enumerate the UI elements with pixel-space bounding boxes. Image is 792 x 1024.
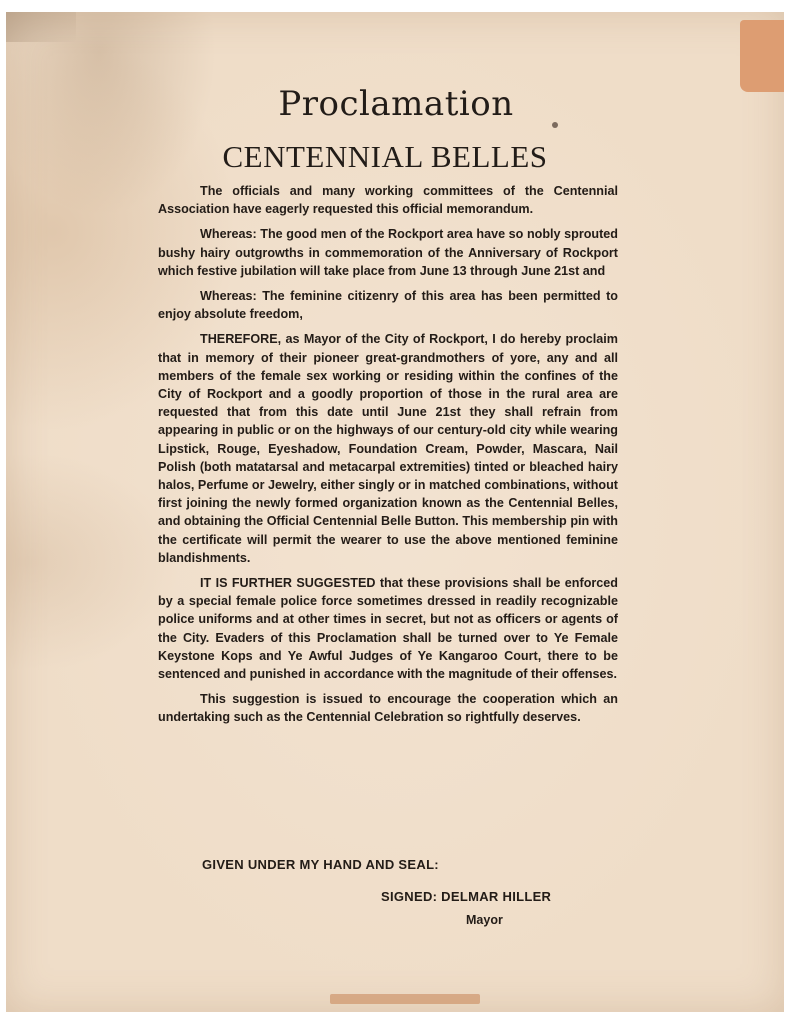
paragraph-intro: The officials and many working committees of the Centennial Association have eagerly requested this official memorandum. [158,184,618,217]
paragraph-further-suggested: IT IS FURTHER SUGGESTED that these provisions shall be enforced by a special female police force sometimes dressed in readily recognizable police uniforms and at other times in secret, but not as officers or agents of the City. Evaders of this Proclamation shall be turned over to Ye Female Keystone Kops and Ye Awful Judges of Ye Kangaroo Court, there to be sentenced and punished in accordance with the magnitude of their offenses. [158,576,618,682]
signer-title: Mayor [466,913,503,927]
paper-stain-bottom [330,994,480,1004]
document-subtitle: CENTENNIAL BELLES [222,139,548,174]
paper-wear-mark [6,12,76,42]
paragraph-therefore: THEREFORE, as Mayor of the City of Rockport, I do hereby proclaim that in memory of their pioneer great-grandmothers of yore, any and all members of the female sex working or residing within the confines of the City of Rockport and a goodly proportion of those in the rural area are requested that from this date until June 21st they shall refrain from appearing in public or on the highways of our century-old city while wearing Lipstick, Rouge, Eyeshadow, Foundation Cream, Powder, Mascara, Nail Polish (both matatarsal and metacarpal extremities) tinted or bleached hairy halos, Perfume or Jewelry, either singly or in matched combinations, without first joining the newly formed organization known as the Centennial Belles, and obtaining the Official Centennial Belle Button. This membership pin with the certificate will permit the wearer to use the above mentioned feminine blandishments. [158,332,618,565]
proclamation-body [158,182,618,734]
given-under-seal: GIVEN UNDER MY HAND AND SEAL: [202,857,439,872]
paragraph-whereas-women: Whereas: The feminine citizenry of this area has been permitted to enjoy absolute freedom, [158,289,618,322]
document-title: Proclamation [278,84,514,124]
paragraph-whereas-men: Whereas: The good men of the Rockport area have so nobly sprouted bushy hairy outgrowths in commemoration of the Anniversary of Rockport which festive jubilation will take place from June 13 through June 21st and [158,227,618,278]
paragraph-closing: This suggestion is issued to encourage the cooperation which an undertaking such as the Centennial Celebration so rightfully deserves. [158,692,618,725]
signature-line: SIGNED: DELMAR HILLER [381,889,552,904]
paper-stain [740,20,784,92]
